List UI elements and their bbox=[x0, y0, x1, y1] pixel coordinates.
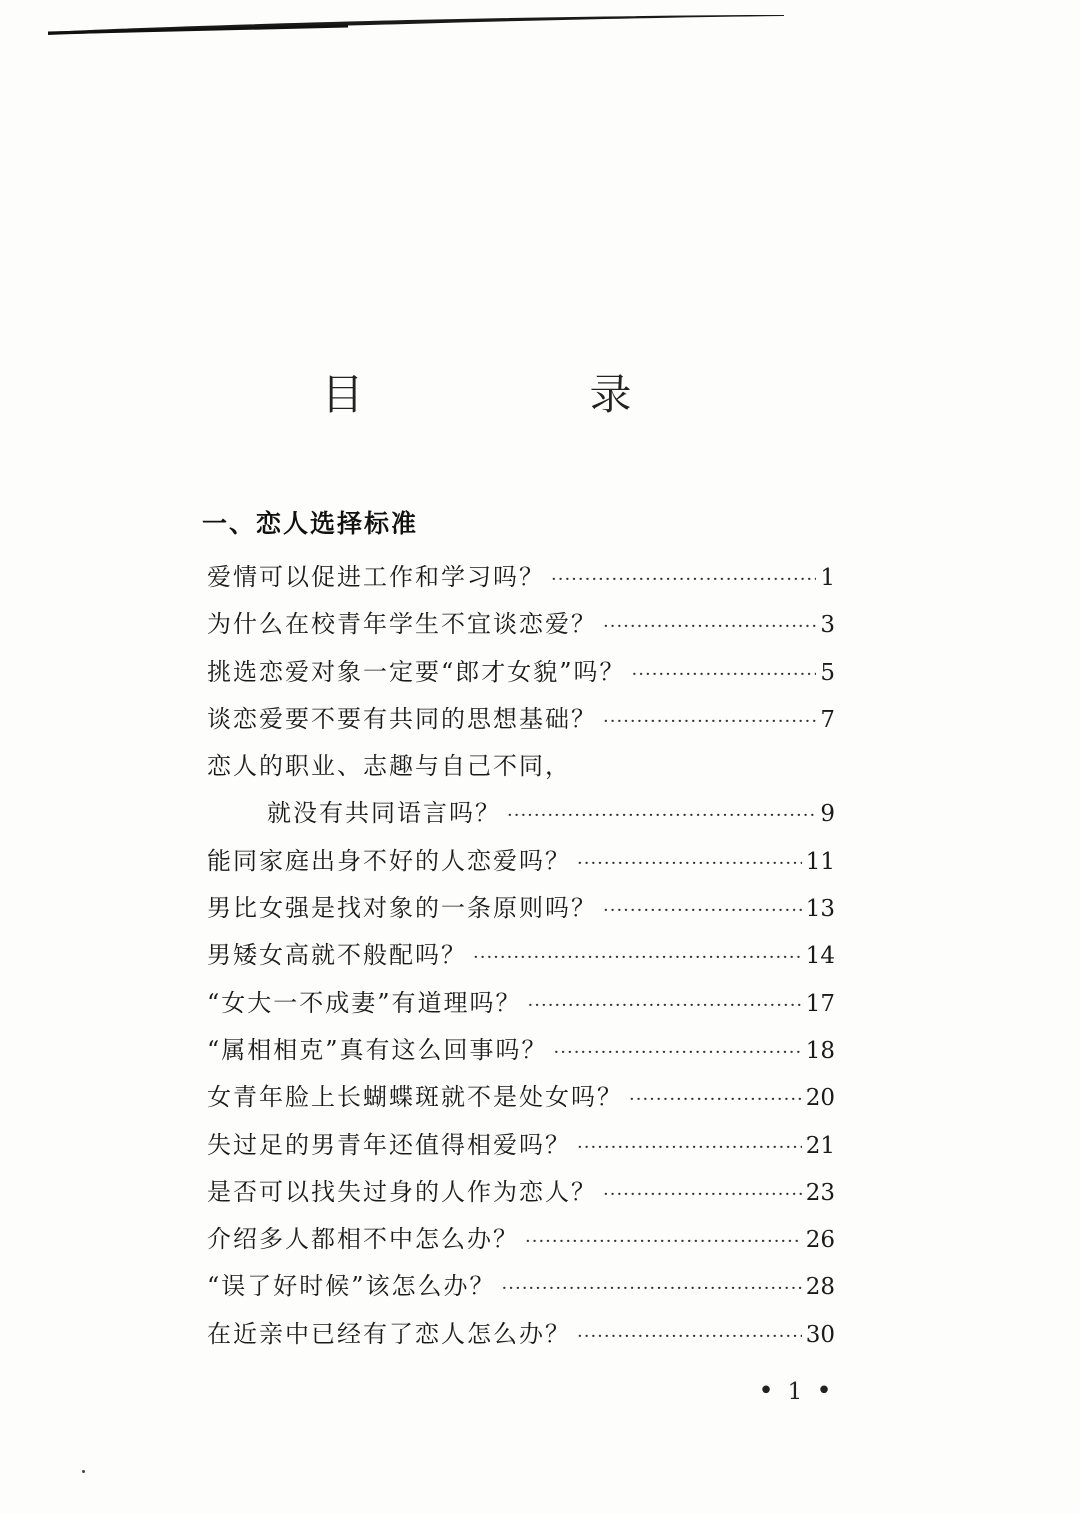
toc-entry-title: “属相相克”真有这么回事吗？ bbox=[207, 1035, 548, 1064]
toc-entry-page: 1 bbox=[820, 565, 835, 591]
toc-entry-title: 女青年脸上长蝴蝶斑就不是处女吗？ bbox=[207, 1083, 623, 1112]
toc-entry-page: 3 bbox=[820, 612, 835, 639]
toc-entry-page: 14 bbox=[805, 943, 835, 970]
toc-entry-title: 挑选恋爱对象一定要“郎才女貌”吗？ bbox=[207, 657, 626, 686]
dot-leader bbox=[603, 616, 816, 637]
toc-entry-title: 男矮女高就不般配吗？ bbox=[207, 941, 467, 970]
section-heading: 一、恋人选择标准 bbox=[202, 509, 419, 538]
toc-entry[interactable] bbox=[207, 983, 835, 1030]
toc-entry[interactable] bbox=[207, 888, 835, 935]
toc-entry[interactable] bbox=[207, 746, 835, 793]
dot-leader bbox=[603, 900, 802, 921]
toc-entry[interactable] bbox=[207, 793, 835, 840]
toc-entry[interactable] bbox=[207, 1172, 835, 1219]
toc-entry-page: 20 bbox=[805, 1085, 835, 1112]
dot-leader bbox=[525, 1231, 802, 1252]
page-number: 1 bbox=[787, 1379, 803, 1405]
toc-entry-title: 就没有共同语言吗？ bbox=[267, 799, 501, 828]
dot-leader bbox=[554, 1042, 802, 1063]
toc-entry-title: 为什么在校青年学生不宜谈恋爱？ bbox=[207, 610, 597, 639]
toc-entry-page: 7 bbox=[820, 706, 835, 733]
footer-dot-icon: • bbox=[816, 1376, 832, 1406]
toc-entry-page: 5 bbox=[820, 659, 835, 686]
toc-entry[interactable] bbox=[207, 1125, 835, 1172]
scan-speck bbox=[82, 1470, 85, 1473]
toc-entry-title: 恋人的职业、志趣与自己不同， bbox=[207, 752, 571, 781]
toc-entry-page: 30 bbox=[805, 1321, 835, 1348]
toc-entry-page: 17 bbox=[805, 990, 835, 1017]
toc-entry-page: 26 bbox=[805, 1227, 835, 1254]
toc-entry-page: 11 bbox=[805, 848, 835, 875]
toc-entry[interactable] bbox=[207, 841, 835, 888]
dot-leader bbox=[632, 664, 817, 685]
dot-leader bbox=[577, 1326, 802, 1347]
toc-entry-page: 13 bbox=[805, 896, 835, 923]
toc-entry[interactable] bbox=[207, 1219, 835, 1266]
toc-entry-page: 18 bbox=[805, 1037, 835, 1064]
page-title: 目 录 bbox=[321, 370, 724, 419]
toc-entry-title: 介绍多人都相不中怎么办？ bbox=[207, 1225, 519, 1254]
toc-entry-title: “女大一不成妻”有道理吗？ bbox=[207, 988, 522, 1017]
dot-leader bbox=[577, 1137, 802, 1158]
toc-entry-title: 在近亲中已经有了恋人怎么办？ bbox=[207, 1319, 571, 1348]
toc-entry[interactable] bbox=[207, 699, 835, 746]
top-rule bbox=[48, 12, 784, 36]
table-of-contents bbox=[207, 557, 835, 1361]
toc-entry-title: 失过足的男青年还值得相爱吗？ bbox=[207, 1130, 571, 1159]
dot-leader bbox=[528, 995, 802, 1016]
toc-entry-title: 是否可以找失过身的人作为恋人？ bbox=[207, 1177, 597, 1206]
dot-leader bbox=[507, 805, 816, 826]
toc-entry[interactable] bbox=[207, 1030, 835, 1077]
toc-entry-title: 爱情可以促进工作和学习吗？ bbox=[207, 563, 545, 591]
toc-entry-title: “误了好时候”该怎么办？ bbox=[207, 1272, 496, 1301]
footer-dot-icon: • bbox=[758, 1376, 774, 1406]
toc-entry-title: 男比女强是找对象的一条原则吗？ bbox=[207, 894, 597, 923]
dot-leader bbox=[502, 1278, 802, 1299]
toc-entry-page: 21 bbox=[805, 1132, 835, 1159]
toc-entry[interactable] bbox=[207, 604, 835, 651]
toc-entry-page: 9 bbox=[820, 801, 835, 828]
toc-entry-page: 28 bbox=[805, 1274, 835, 1301]
dot-leader bbox=[473, 947, 802, 968]
page-footer bbox=[740, 1376, 850, 1406]
toc-entry[interactable] bbox=[207, 1314, 835, 1361]
toc-entry-title: 谈恋爱要不要有共同的思想基础？ bbox=[207, 704, 597, 733]
toc-entry-title: 能同家庭出身不好的人恋爱吗？ bbox=[207, 846, 571, 875]
dot-leader bbox=[577, 853, 802, 874]
toc-entry[interactable] bbox=[207, 935, 835, 982]
toc-entry[interactable] bbox=[207, 1266, 835, 1313]
toc-entry[interactable] bbox=[207, 557, 835, 604]
toc-entry[interactable] bbox=[207, 652, 835, 699]
dot-leader bbox=[603, 1184, 802, 1205]
dot-leader bbox=[551, 569, 816, 590]
dot-leader bbox=[629, 1089, 802, 1110]
toc-entry[interactable] bbox=[207, 1077, 835, 1124]
dot-leader bbox=[603, 711, 816, 732]
toc-entry-page: 23 bbox=[805, 1179, 835, 1206]
